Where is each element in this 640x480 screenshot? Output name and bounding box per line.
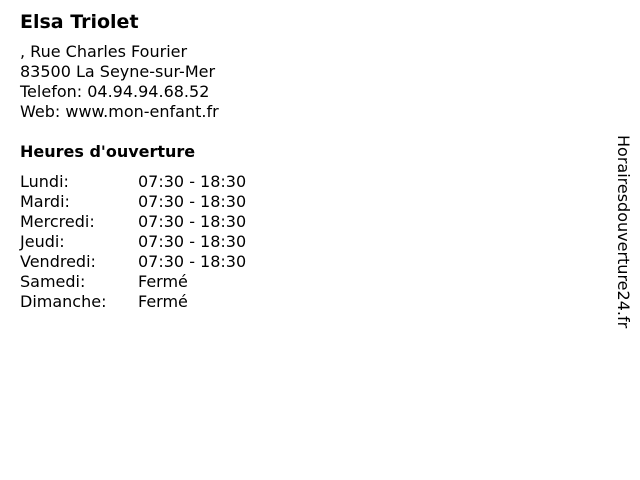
day-hours: Fermé [138, 272, 188, 291]
address-street: , Rue Charles Fourier [20, 42, 188, 61]
day-label: Lundi: [20, 172, 69, 191]
hours-row-saturday [20, 272, 580, 292]
hours-row-sunday [20, 292, 580, 312]
day-hours: 07:30 - 18:30 [138, 212, 247, 231]
address-city: 83500 La Seyne-sur-Mer [20, 62, 216, 81]
hours-row-friday [20, 252, 580, 272]
day-label: Dimanche: [20, 292, 107, 311]
opening-hours-heading: Heures d'ouverture [20, 142, 196, 161]
day-label: Samedi: [20, 272, 86, 291]
hours-row-thursday [20, 232, 580, 252]
day-label: Mardi: [20, 192, 70, 211]
business-name: Elsa Triolet [20, 11, 139, 33]
day-hours: 07:30 - 18:30 [138, 232, 247, 251]
day-hours: Fermé [138, 292, 188, 311]
day-hours: 07:30 - 18:30 [138, 172, 247, 191]
hours-row-wednesday [20, 212, 580, 232]
day-hours: 07:30 - 18:30 [138, 252, 247, 271]
hours-row-monday [20, 172, 580, 192]
day-label: Vendredi: [20, 252, 96, 271]
website: Web: www.mon-enfant.fr [20, 102, 219, 121]
phone-number: Telefon: 04.94.94.68.52 [20, 82, 210, 101]
day-label: Jeudi: [20, 232, 65, 251]
day-label: Mercredi: [20, 212, 95, 231]
opening-hours-table [20, 172, 580, 312]
business-card [20, 10, 580, 312]
hours-row-tuesday [20, 192, 580, 212]
day-hours: 07:30 - 18:30 [138, 192, 247, 211]
site-watermark: Horairesdouverture24.fr [614, 135, 633, 329]
